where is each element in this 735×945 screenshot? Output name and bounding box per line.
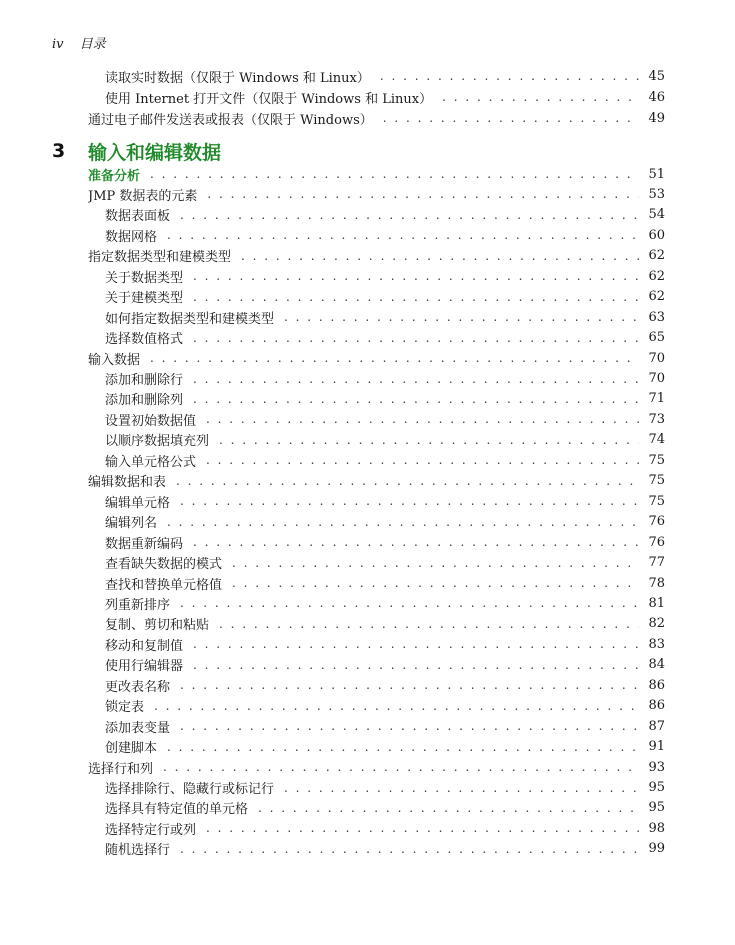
toc-entry-label: 选择行和列 — [88, 761, 154, 777]
dot-leader — [180, 494, 639, 508]
toc-entry[interactable] — [105, 593, 665, 613]
toc-entry-label: 更改表名称 — [105, 679, 171, 695]
dot-leader — [180, 678, 639, 692]
toc-entry-page: 62 — [648, 268, 665, 284]
dot-leader — [193, 535, 639, 549]
toc-entry-label: 读取实时数据（仅限于 Windows 和 Linux） — [105, 70, 370, 86]
toc-entry[interactable] — [105, 307, 665, 327]
chapter-number: 3 — [52, 140, 66, 162]
toc-entry[interactable] — [105, 553, 665, 573]
toc-entry-label: 移动和复制值 — [105, 638, 184, 654]
dot-leader — [193, 269, 639, 283]
toc-entry-page: 75 — [648, 493, 665, 509]
toc-entry[interactable] — [105, 430, 665, 450]
toc-entry[interactable] — [105, 205, 665, 225]
dot-leader — [206, 412, 639, 426]
toc-entry[interactable] — [105, 655, 665, 675]
toc-entry[interactable] — [88, 108, 665, 128]
toc-entry-label: 复制、剪切和粘贴 — [105, 618, 210, 634]
dot-leader — [241, 249, 639, 263]
toc-entry-page: 62 — [648, 289, 665, 305]
toc-entry[interactable] — [105, 839, 665, 859]
toc-entry-page: 70 — [648, 371, 665, 386]
toc-entry-page: 51 — [648, 166, 665, 182]
toc-entry-page: 60 — [648, 227, 665, 243]
toc-entry-page: 93 — [648, 759, 665, 775]
toc-entry-page: 74 — [648, 432, 665, 448]
toc-entry[interactable] — [88, 246, 665, 266]
toc-entry-page: 81 — [648, 595, 665, 611]
toc-entry-page: 73 — [648, 411, 665, 427]
dot-leader — [150, 351, 639, 365]
toc-entry[interactable] — [88, 757, 665, 777]
toc-entry[interactable] — [105, 573, 665, 593]
toc-entry-label: 使用行编辑器 — [105, 659, 184, 675]
toc-entry-label: 选择数值格式 — [105, 332, 184, 348]
toc-entry-page: 49 — [648, 110, 665, 126]
toc-entry-page: 99 — [648, 841, 665, 857]
toc-entry-label: 添加和删除行 — [105, 373, 184, 388]
dot-leader — [180, 719, 639, 733]
toc-entry-page: 84 — [648, 657, 665, 673]
dot-leader — [180, 208, 639, 222]
toc-entry[interactable] — [105, 389, 665, 409]
toc-entry-label: 输入单元格公式 — [105, 454, 197, 470]
toc-entry-label: 添加表变量 — [105, 720, 171, 736]
dot-leader — [258, 801, 639, 815]
dot-leader — [193, 331, 639, 345]
header-section-title: 目录 — [79, 37, 106, 52]
toc-entry[interactable] — [105, 287, 665, 307]
dot-leader — [383, 111, 639, 125]
running-header — [52, 33, 106, 52]
dot-leader — [219, 433, 639, 447]
dot-leader — [193, 372, 639, 386]
dot-leader — [176, 474, 639, 488]
toc-entry[interactable] — [105, 409, 665, 429]
dot-leader — [180, 596, 639, 610]
toc-entry-label: 使用 Internet 打开文件（仅限于 Windows 和 Linux） — [105, 91, 433, 107]
chapter-heading — [52, 139, 672, 163]
dot-leader — [150, 167, 639, 181]
dot-leader — [442, 90, 639, 104]
toc-entry-page: 77 — [648, 555, 665, 571]
toc-entry[interactable] — [88, 164, 665, 184]
toc-entry[interactable] — [105, 737, 665, 757]
toc-entry-label: 锁定表 — [105, 700, 145, 716]
toc-entry-label: 数据网格 — [105, 229, 158, 245]
toc-entry-label: 数据重新编码 — [105, 536, 184, 552]
toc-entry[interactable] — [105, 87, 665, 107]
toc-entry-label: 设置初始数据值 — [105, 413, 197, 429]
toc-entry-page: 76 — [648, 534, 665, 550]
toc-entry-label: 编辑单元格 — [105, 495, 171, 511]
toc-entry[interactable] — [105, 266, 665, 286]
toc-entry-label: 选择具有特定值的单元格 — [105, 802, 249, 818]
toc-entry[interactable] — [105, 614, 665, 634]
dot-leader — [193, 658, 639, 672]
toc-entry[interactable] — [105, 225, 665, 245]
toc-entry-label: 查找和替换单元格值 — [105, 577, 223, 593]
toc-entry[interactable] — [105, 634, 665, 654]
dot-leader — [167, 740, 639, 754]
toc-entry-page: 71 — [648, 391, 665, 407]
dot-leader — [284, 781, 639, 795]
toc-entry-page: 75 — [648, 473, 665, 489]
toc-entry-label: 选择特定行或列 — [105, 822, 197, 838]
chapter-title: 输入和编辑数据 — [88, 141, 222, 164]
toc-entry[interactable] — [105, 328, 665, 348]
toc-entry-page: 63 — [648, 309, 665, 325]
toc-entry[interactable] — [105, 716, 665, 736]
dot-leader — [232, 576, 639, 590]
toc-entry-page: 65 — [648, 330, 665, 346]
toc-entry-label: 编辑列名 — [105, 516, 158, 532]
toc-entry[interactable] — [105, 369, 665, 389]
toc-entry-page: 98 — [648, 820, 665, 836]
dot-leader — [180, 842, 639, 856]
toc-entry[interactable] — [105, 491, 665, 511]
dot-leader — [193, 637, 639, 651]
toc-entry-page: 62 — [648, 248, 665, 264]
toc-entry-label: 选择排除行、隐藏行或标记行 — [105, 782, 275, 797]
toc-entry[interactable] — [105, 675, 665, 695]
header-page-number: iv — [52, 37, 64, 52]
toc-entry-label: 准备分析 — [88, 168, 141, 184]
toc-entry-page: 75 — [648, 452, 665, 468]
dot-leader — [167, 515, 639, 529]
toc-entry-label: 如何指定数据类型和建模类型 — [105, 311, 275, 327]
toc-entry-page: 54 — [648, 207, 665, 223]
dot-leader — [163, 760, 639, 774]
toc-entry[interactable] — [105, 66, 665, 86]
dot-leader — [193, 290, 639, 304]
dot-leader — [206, 453, 639, 467]
toc-entry-label: 输入数据 — [88, 352, 141, 368]
dot-leader — [219, 617, 639, 631]
toc-entry-label: 添加和删除列 — [105, 393, 184, 409]
dot-leader — [167, 228, 639, 242]
toc-entry[interactable] — [105, 512, 665, 532]
toc-entry[interactable] — [88, 184, 665, 204]
toc-entry-label: 随机选择行 — [105, 843, 171, 859]
toc-entry-page: 95 — [648, 780, 665, 795]
toc-entry-label: 关于建模类型 — [105, 291, 184, 307]
toc-entry-label: 列重新排序 — [105, 597, 171, 613]
toc-entry-label: 创建脚本 — [105, 741, 158, 757]
dot-leader — [193, 392, 639, 406]
toc-entry-page: 70 — [648, 350, 665, 366]
toc-entry-page: 95 — [648, 800, 665, 816]
toc-entry-page: 76 — [648, 514, 665, 530]
dot-leader — [207, 187, 639, 201]
dot-leader — [206, 821, 639, 835]
toc-entry-page: 86 — [648, 677, 665, 693]
toc-entry-page: 86 — [648, 698, 665, 714]
toc-entry-page: 53 — [648, 186, 665, 202]
dot-leader — [380, 69, 639, 83]
toc-entry-page: 45 — [648, 68, 665, 84]
toc-entry-label: 指定数据类型和建模类型 — [88, 250, 232, 266]
toc-entry-page: 87 — [648, 718, 665, 734]
toc-entry[interactable] — [105, 818, 665, 838]
dot-leader — [232, 556, 639, 570]
toc-entry-label: 以顺序数据填充列 — [105, 434, 210, 450]
toc-entry-page: 46 — [648, 89, 665, 105]
toc-entry-page: 78 — [648, 575, 665, 591]
toc-entry-label: 数据表面板 — [105, 209, 171, 225]
dot-leader — [284, 310, 639, 324]
toc-entry[interactable] — [105, 778, 665, 798]
toc-entry-page: 91 — [648, 739, 665, 755]
toc-entry[interactable] — [105, 798, 665, 818]
dot-leader — [154, 699, 639, 713]
toc-entry-label: 查看缺失数据的模式 — [105, 557, 223, 573]
toc-entry-page: 82 — [648, 616, 665, 632]
toc-entry-label: 编辑数据和表 — [88, 475, 167, 491]
toc-entry[interactable] — [88, 471, 665, 491]
toc-entry[interactable] — [105, 532, 665, 552]
toc-entry-label: 关于数据类型 — [105, 270, 184, 286]
toc-entry[interactable] — [88, 348, 665, 368]
toc-entry-label: 通过电子邮件发送表或报表（仅限于 Windows） — [88, 112, 373, 128]
toc-entry-label: JMP 数据表的元素 — [88, 188, 198, 204]
toc-entry-page: 83 — [648, 636, 665, 652]
toc-entry[interactable] — [105, 450, 665, 470]
toc-entry[interactable] — [105, 696, 665, 716]
